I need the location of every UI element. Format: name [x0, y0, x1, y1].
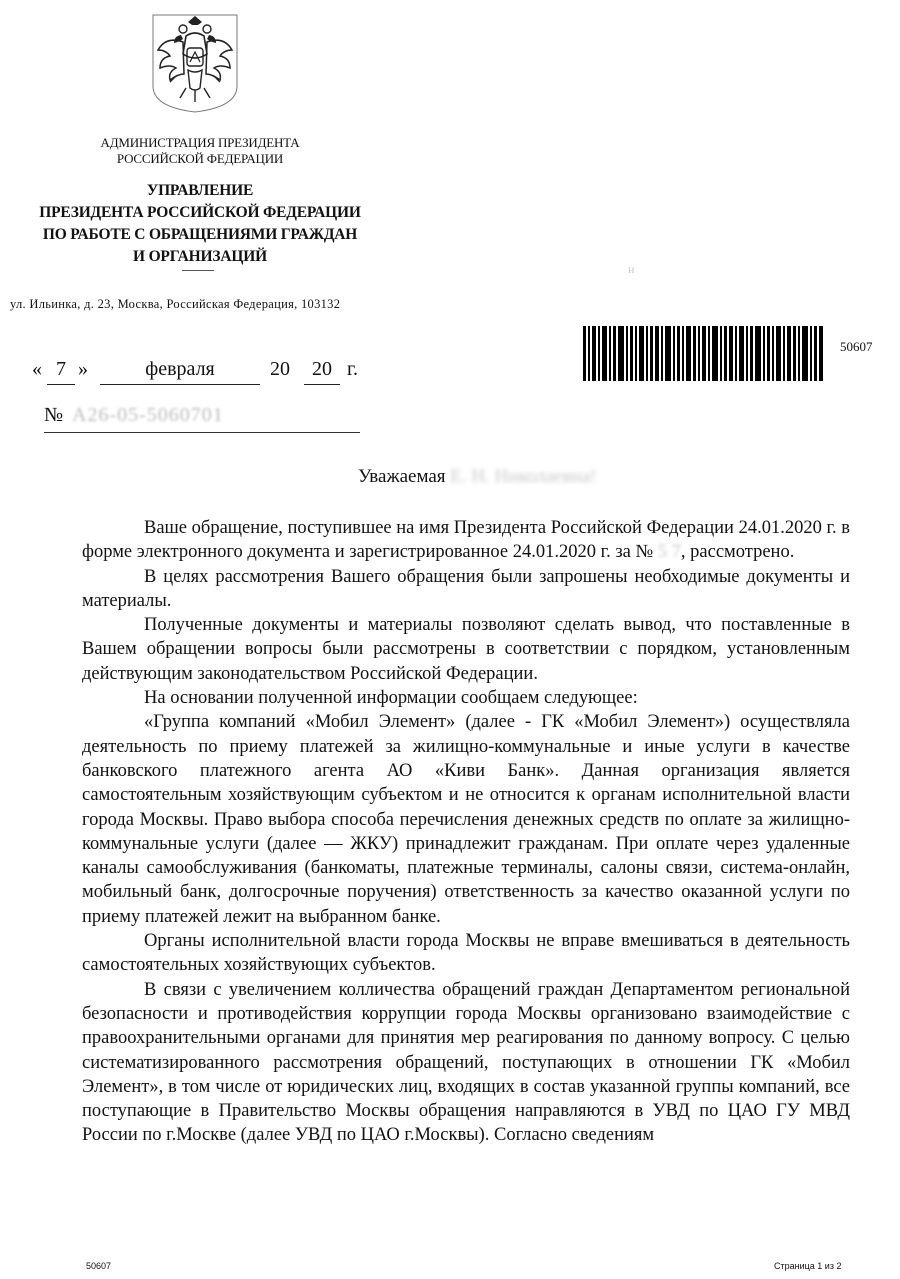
department-line-1: УПРАВЛЕНИЕ [146, 182, 254, 199]
registration-number-value: А26-05-5060701 [72, 404, 224, 426]
paragraph-1-ending: , рассмотрено. [680, 542, 795, 563]
date-month: февраля [100, 358, 260, 385]
sender-address: ул. Ильинка, д. 23, Москва, Российская Федерация, 103132 [10, 297, 341, 311]
footer-page-number: Страница 1 из 2 [774, 1261, 842, 1271]
administration-line-2: РОССИЙСКОЙ ФЕДЕРАЦИИ [116, 151, 284, 166]
paragraph-6: Органы исполнительной власти города Москвы не вправе вмешиваться в деятельность самостоятельных хозяйствующих субъектов. [82, 931, 850, 976]
footer-document-id: 50607 [86, 1261, 112, 1271]
paragraph-4: На основании полученной информации сообщаем следующее: [144, 688, 638, 709]
paragraph-3: Полученные документы и материалы позволяют сделать вывод, что поставленные в Вашем обращении вопросы были рассмотрены в соответствии с порядком, установленным действующим законодательством Российской Федерации. [82, 615, 850, 684]
greeting [358, 466, 596, 488]
paragraph-2: В целях рассмотрения Вашего обращения были запрошены необходимые документы и материалы. [82, 566, 850, 611]
faint-stamp-mark: н [628, 262, 635, 276]
date-day: 7 [47, 358, 75, 385]
greeting-name-redacted: Е. Н. Николаевна! [450, 466, 597, 487]
department-line-2: ПРЕЗИДЕНТА РОССИЙСКОЙ ФЕДЕРАЦИИ [39, 204, 361, 221]
paragraph-1-text: Ваше обращение, поступившее на имя Президента Российской Федерации 24.01.2020 г. в форме электронного документа и зарегистрированное 24.01.2020 г. за № [82, 518, 850, 563]
paragraph-1 [82, 516, 850, 565]
registration-number-field [44, 402, 360, 433]
barcode [583, 326, 823, 381]
date-close-quote: » [78, 358, 88, 380]
department-line-3: ПО РАБОТЕ С ОБРАЩЕНИЯМИ ГРАЖДАН [42, 226, 358, 243]
administration-line-1: АДМИНИСТРАЦИЯ ПРЕЗИДЕНТА [100, 135, 300, 150]
department-line-4: И ОРГАНИЗАЦИЙ [133, 248, 267, 265]
registration-number-label: № [44, 404, 64, 426]
letter-body [82, 516, 850, 1148]
barcode-number: 50607 [840, 339, 873, 354]
paragraph-5: «Группа компаний «Мобил Элемент» (далее - ГК «Мобил Элемент») осуществляла деятельность по приему платежей за жилищно-коммунальные и иные услуги в качестве банковского платежного агента АО «Киви Банк». Данная организация является самостоятельным хозяйствующим субъектом и не относится к органам исполнительной власти города Москвы. Право выбора способа перечисления денежных средств по оплате за жилищно-коммунальные услуги (далее — ЖКУ) принадлежит гражданам. При оплате через удаленные каналы самообслуживания (банкоматы, платежные терминалы, салоны связи, система-онлайн, мобильный банк, долгосрочные поручения) ответственность за качество оказанной услуги по приему платежей лежит на выбранном банке. [82, 712, 850, 927]
date-year: 20 [304, 358, 340, 385]
paragraph-7: В связи с увеличением колличества обращений граждан Департаментом региональной безопасности и противодействия коррупции города Москвы организовано взаимодействие с правоохранительными органами для принятия мер реагирования по данному вопросу. С целью систематизированного рассмотрения обращений, поступающих в отношении ГК «Мобил Элемент», в том числе от юридических лиц, входящих в состав указанной группы компаний, все поступающие в Правительство Москвы обращения направляются в УВД по ЦАО ГУ МВД России по г.Москве (далее УВД по ЦАО г.Москвы). Согласно сведениям [82, 979, 850, 1146]
redacted-number: 5 7 [657, 542, 681, 563]
date-century: 20 [270, 358, 290, 380]
header-divider [182, 270, 214, 271]
date-year-suffix: г. [347, 358, 358, 380]
coat-of-arms-emblem [150, 12, 240, 114]
date-open-quote: « [32, 358, 42, 380]
greeting-prefix: Уважаемая [358, 466, 446, 487]
